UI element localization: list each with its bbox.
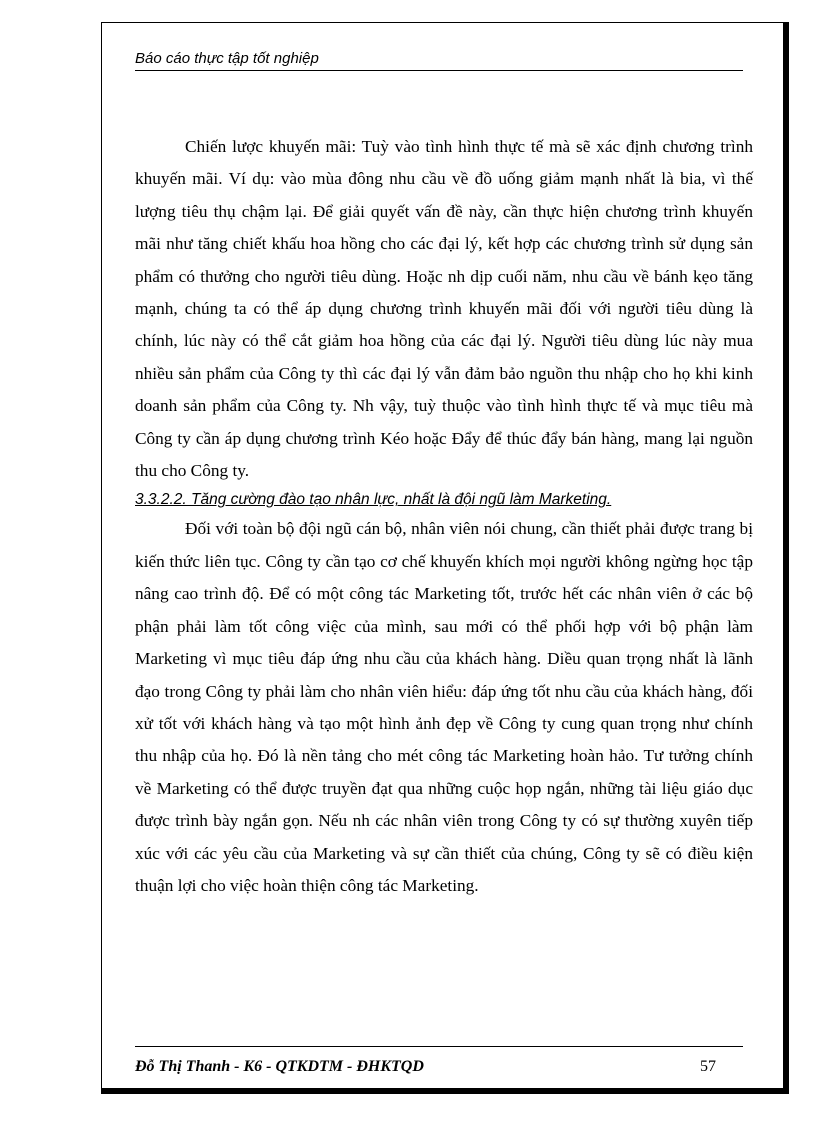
page-number: 57 bbox=[700, 1058, 716, 1075]
body-paragraph-promotion: Chiến lược khuyến mãi: Tuỳ vào tình hình thực tế mà sẽ xác định chương trình khuyến mãi. Ví dụ: vào mùa đông nhu cầu về đồ uống giảm mạnh nhất là bia, vì thế lượng tiêu thụ chậm lại. Để giải quyết vấn đề này, cần thực hiện chương trình khuyến mãi như tăng chiết khấu hoa hồng cho các đại lý, kết hợp các chương trình sử dụng sản phẩm có thưởng cho người tiêu dùng. Hoặc nh dịp cuối năm, nhu cầu về bánh kẹo tăng mạnh, chúng ta có thể áp dụng chương trình khuyến mãi đối với người tiêu dùng là chính, lúc này có thể cắt giảm hoa hồng của các đại lý. Người tiêu dùng lúc này mua nhiều sản phẩm của Công ty thì các đại lý vẫn đảm bảo nguồn thu nhập cho họ khi kinh doanh sản phẩm của Công ty. Nh vậy, tuỳ thuộc vào tình hình thực tế và mục tiêu mà Công ty cần áp dụng chương trình Kéo hoặc Đẩy để thúc đẩy bán hàng, mang lại nguồn thu cho Công ty. bbox=[135, 137, 753, 481]
document-body bbox=[135, 131, 753, 902]
section-heading: 3.3.2.2. Tăng cường đào tạo nhân lực, nhất là đội ngũ làm Marketing. bbox=[135, 491, 612, 509]
footer-divider bbox=[135, 1046, 743, 1047]
footer-author: Đỗ Thị Thanh - K6 - QTKDTM - ĐHKTQD bbox=[135, 1058, 424, 1075]
page-header bbox=[135, 50, 743, 71]
body-paragraph-training: Đối với toàn bộ đội ngũ cán bộ, nhân viên nói chung, cần thiết phải được trang bị kiến thức liên tục. Công ty cần tạo cơ chế khuyến khích mọi người không ngừng học tập nâng cao trình độ. Để có một công tác Marketing tốt, trước hết các nhân viên ở các bộ phận phải làm tốt công việc của mình, sau mới có thể phối hợp với bộ phận làm Marketing vì mục tiêu đáp ứng nhu cầu của khách hàng. Diều quan trọng nhất là lãnh đạo trong Công ty phải làm cho nhân viên hiểu: đáp ứng tốt nhu cầu của khách hàng, đối xử tốt với khách hàng và tạo một hình ảnh đẹp về Công ty cung quan trọng như chính thu nhập của họ. Đó là nền tảng cho mét công tác Marketing hoàn hảo. Tư tưởng chính về Marketing có thể được truyền đạt qua những cuộc họp ngắn, những tài liệu giáo dục được trình bày ngắn gọn. Nếu nh các nhân viên trong Công ty có sự thường xuyên tiếp xúc với các yêu cầu của Marketing và sự cần thiết của chúng, Công ty sẽ có điều kiện thuận lợi cho việc hoàn thiện công tác Marketing. bbox=[135, 519, 753, 895]
header-title: Báo cáo thực tập tốt nghiệp bbox=[135, 50, 319, 67]
